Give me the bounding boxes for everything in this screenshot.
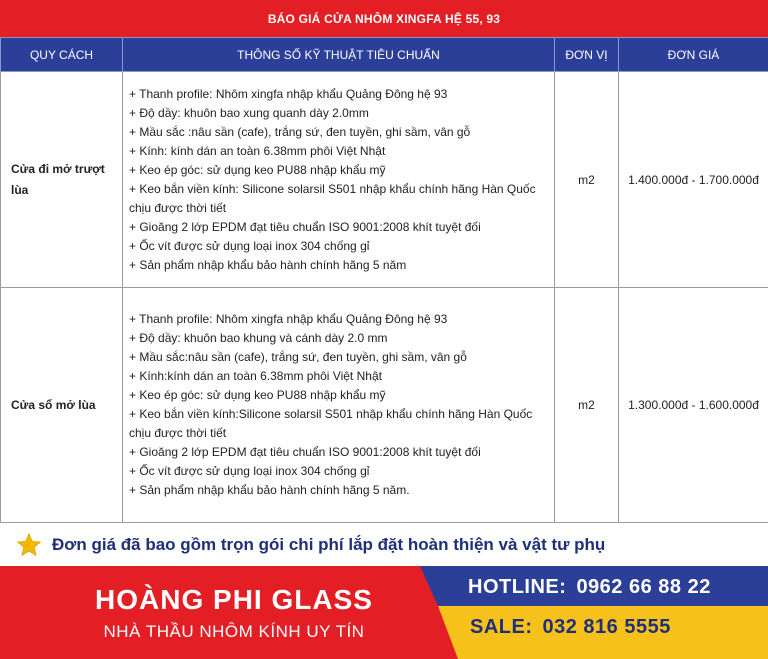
- spec-line: + Gioăng 2 lớp EPDM đạt tiêu chuẩn ISO 9001:2008 khít tuyệt đối: [129, 445, 481, 459]
- contact-banner: [0, 566, 768, 659]
- table-header-row: [1, 38, 768, 72]
- spec-line: + Ốc vít được sử dụng loại inox 304 chống gỉ: [129, 464, 370, 478]
- pricing-note-text: Đơn giá đã bao gồm trọn gói chi phí lắp đặt hoàn thiện và vật tư phụ: [52, 535, 606, 554]
- unit-cell: m2: [555, 288, 619, 523]
- price-cell: 1.300.000đ - 1.600.000đ: [619, 288, 768, 523]
- unit-cell: m2: [555, 72, 619, 288]
- product-name-cell: [1, 288, 123, 523]
- spec-line: + Gioăng 2 lớp EPDM đạt tiêu chuẩn ISO 9001:2008 khít tuyệt đối: [129, 219, 481, 234]
- spec-line: + Thanh profile: Nhôm xingfa nhập khẩu Quảng Đông hệ 93: [129, 312, 448, 326]
- table-row: [1, 72, 768, 288]
- specs-cell: [123, 288, 555, 523]
- spec-line: + Mầu sắc :nâu sần (cafe), trắng sứ, đen tuyền, ghi sầm, vân gỗ: [129, 124, 471, 139]
- header-technical-specs: THÔNG SỐ KỸ THUẬT TIÊU CHUẨN: [123, 38, 555, 72]
- spec-line: + Kính: kính dán an toàn 6.38mm phôi Việt Nhật: [129, 143, 386, 158]
- pricing-note: [0, 524, 768, 566]
- sale-number[interactable]: 032 816 5555: [542, 616, 671, 638]
- price-cell: 1.400.000đ - 1.700.000đ: [619, 72, 768, 288]
- spec-line: + Sản phẩm nhập khẩu bảo hành chính hãng 5 năm.: [129, 483, 410, 497]
- sale-line: [470, 616, 671, 639]
- spec-line: + Độ dầy: khuôn bao khung và cánh dày 2.0 mm: [129, 331, 388, 345]
- specs-cell: [123, 72, 555, 288]
- header-spec-type: QUY CÁCH: [1, 38, 123, 72]
- spec-line: + Thanh profile: Nhôm xingfa nhập khẩu Quảng Đông hệ 93: [129, 86, 448, 101]
- spec-line: + Keo ép góc: sử dụng keo PU88 nhập khẩu mỹ: [129, 162, 386, 177]
- table-row: [1, 288, 768, 523]
- hotline: [468, 576, 711, 599]
- header-unit: ĐƠN VỊ: [555, 38, 619, 72]
- product-name-cell: [1, 72, 123, 288]
- spec-line: + Độ dầy: khuôn bao xung quanh dày 2.0mm: [129, 105, 369, 120]
- spec-line: + Mầu sắc:nâu sần (cafe), trắng sứ, đen tuyền, ghi sầm, vân gỗ: [129, 350, 467, 364]
- spec-line: + Ốc vít được sử dụng loại inox 304 chống gỉ: [129, 238, 370, 253]
- sale-label: SALE:: [470, 616, 533, 638]
- price-table: [0, 37, 768, 523]
- page-title: BÁO GIÁ CỬA NHÔM XINGFA HỆ 55, 93: [0, 0, 768, 37]
- spec-line: + Kính:kính dán an toàn 6.38mm phôi Việt Nhật: [129, 369, 382, 383]
- spec-line: + Keo bắn viền kính: Silicone solarsil S501 nhập khẩu chính hãng Hàn Quốc chịu được thời tiết: [129, 181, 536, 215]
- product-name-line: Cửa đi mở trượt: [11, 161, 105, 176]
- spec-line: + Sản phẩm nhập khẩu bảo hành chính hãng 5 năm: [129, 257, 407, 272]
- brand-tagline: NHÀ THẦU NHÔM KÍNH UY TÍN: [103, 622, 365, 641]
- spec-line: + Keo ép góc: sử dụng keo PU88 nhập khẩu mỹ: [129, 388, 386, 402]
- spec-line: + Keo bắn viền kính:Silicone solarsil S501 nhập khẩu chính hãng Hàn Quốc chịu được thời tiết: [129, 407, 533, 440]
- header-price: ĐƠN GIÁ: [619, 38, 768, 72]
- brand-name: HOÀNG PHI GLASS: [95, 584, 373, 615]
- star-icon: [16, 532, 42, 558]
- hotline-label: HOTLINE:: [468, 576, 567, 598]
- product-name-line: Cửa sổ mở lùa: [11, 397, 96, 412]
- product-name-line: lùa: [11, 182, 29, 197]
- hotline-number[interactable]: 0962 66 88 22: [576, 576, 711, 598]
